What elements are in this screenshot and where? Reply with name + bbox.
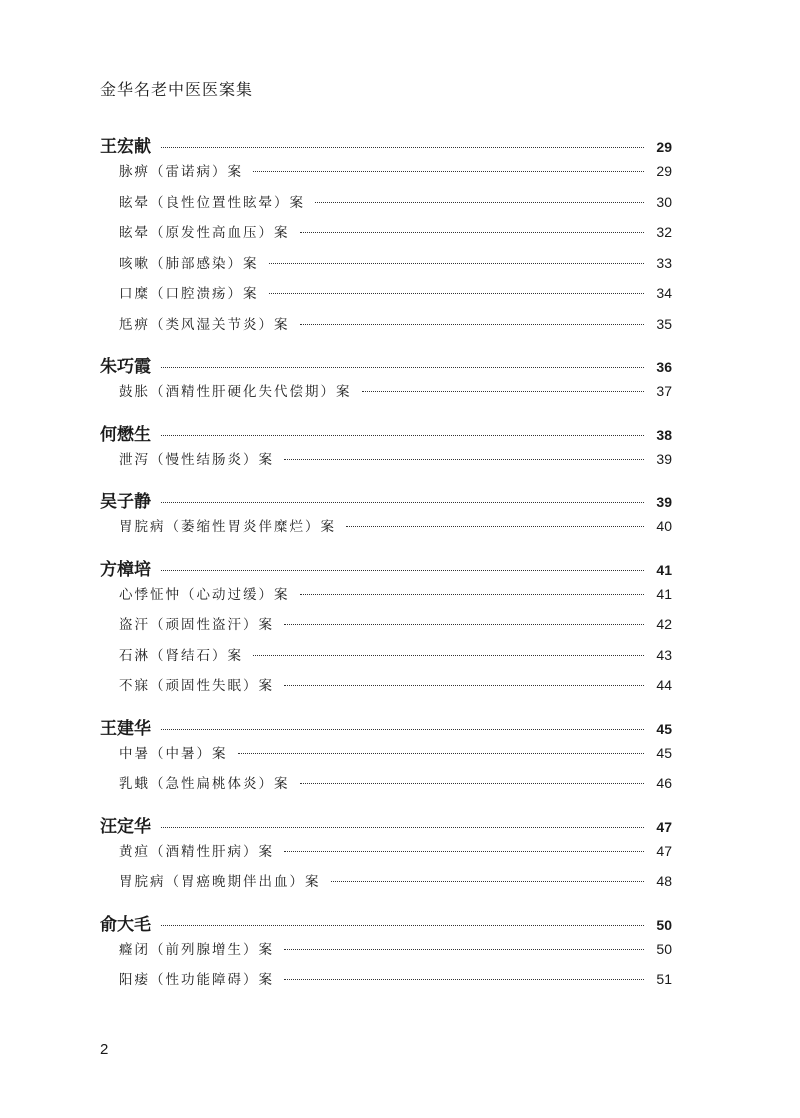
page-ref: 47 <box>656 842 672 859</box>
toc-entry <box>100 772 672 803</box>
page-ref: 36 <box>656 359 672 375</box>
case-title: 脉痹（雷诺病）案 <box>119 164 243 180</box>
dot-leader <box>253 171 644 172</box>
page-ref: 50 <box>656 916 672 933</box>
case-title: 胃脘病（萎缩性胃炎伴糜烂）案 <box>119 519 336 535</box>
doctor-name: 俞大毛 <box>100 914 151 935</box>
toc-entry <box>100 221 672 252</box>
doctor-name: 王宏献 <box>100 137 151 157</box>
dot-leader <box>300 783 645 784</box>
toc-section <box>100 910 672 999</box>
toc-entry <box>100 870 672 901</box>
toc-entry <box>100 252 672 283</box>
dot-leader <box>161 570 644 571</box>
case-title: 眩晕（原发性高血压）案 <box>119 225 290 241</box>
case-title: 泄泻（慢性结肠炎）案 <box>119 451 274 468</box>
page-ref: 34 <box>656 285 672 301</box>
page-ref: 35 <box>656 315 672 332</box>
toc-entry <box>100 448 672 479</box>
dot-leader <box>161 729 644 730</box>
table-of-contents <box>100 132 672 1008</box>
case-title: 石淋（肾结石）案 <box>119 647 243 664</box>
case-title: 不寐（顽固性失眠）案 <box>119 678 274 694</box>
page-ref: 38 <box>656 426 672 443</box>
dot-leader <box>300 594 645 595</box>
page-ref: 30 <box>656 193 672 210</box>
page-ref: 29 <box>656 139 672 155</box>
dot-leader <box>238 753 645 754</box>
dot-leader <box>161 925 644 926</box>
page-ref: 45 <box>656 720 672 737</box>
page-ref: 39 <box>656 494 672 510</box>
toc-section-heading <box>100 910 672 938</box>
case-title: 黄疸（酒精性肝病）案 <box>119 843 274 860</box>
toc-section <box>100 812 672 901</box>
toc-entry <box>100 515 672 546</box>
case-title: 口糜（口腔溃疡）案 <box>119 286 259 302</box>
dot-leader <box>346 526 644 527</box>
dot-leader <box>161 827 644 828</box>
dot-leader <box>331 881 645 882</box>
dot-leader <box>300 232 645 233</box>
page-ref: 41 <box>656 561 672 578</box>
case-title: 尪痹（类风湿关节炎）案 <box>119 316 290 333</box>
case-title: 鼓胀（酒精性肝硬化失代偿期）案 <box>119 384 352 400</box>
toc-section-heading <box>100 132 672 160</box>
case-title: 乳蛾（急性扁桃体炎）案 <box>119 776 290 792</box>
doctor-name: 吴子静 <box>100 492 151 512</box>
toc-entry <box>100 313 672 344</box>
page-ref: 39 <box>656 450 672 467</box>
dot-leader <box>284 459 644 460</box>
toc-entry <box>100 583 672 614</box>
page-number: 2 <box>100 1041 109 1058</box>
toc-entry <box>100 380 672 411</box>
toc-entry <box>100 674 672 705</box>
toc-section-heading <box>100 352 672 380</box>
case-title: 胃脘病（胃癌晚期伴出血）案 <box>119 874 321 890</box>
page-ref: 44 <box>656 677 672 693</box>
toc-section-heading <box>100 420 672 448</box>
page-ref: 51 <box>656 971 672 987</box>
dot-leader <box>284 851 644 852</box>
doctor-name: 王建华 <box>100 718 151 739</box>
page-ref: 48 <box>656 873 672 889</box>
doctor-name: 何懋生 <box>100 424 151 445</box>
toc-section <box>100 132 672 343</box>
page-ref: 41 <box>656 585 672 602</box>
toc-entry <box>100 282 672 313</box>
toc-entry <box>100 160 672 191</box>
dot-leader <box>161 502 644 503</box>
toc-entry <box>100 938 672 969</box>
toc-section <box>100 420 672 479</box>
page-ref: 42 <box>656 616 672 632</box>
page-ref: 32 <box>656 224 672 240</box>
toc-entry <box>100 191 672 222</box>
page-ref: 45 <box>656 744 672 761</box>
toc-entry <box>100 968 672 999</box>
doctor-name: 汪定华 <box>100 816 151 837</box>
case-title: 咳嗽（肺部感染）案 <box>119 255 259 272</box>
dot-leader <box>315 202 644 203</box>
dot-leader <box>269 263 645 264</box>
toc-entry <box>100 613 672 644</box>
toc-section-heading <box>100 714 672 742</box>
doctor-name: 方樟培 <box>100 559 151 580</box>
toc-entry <box>100 644 672 675</box>
dot-leader <box>284 685 644 686</box>
dot-leader <box>284 624 644 625</box>
dot-leader <box>269 293 645 294</box>
case-title: 心悸怔忡（心动过缓）案 <box>119 586 290 603</box>
toc-entry <box>100 742 672 773</box>
page-ref: 29 <box>656 163 672 179</box>
toc-entry <box>100 840 672 871</box>
running-head: 金华名老中医医案集 <box>100 80 254 99</box>
page-ref: 43 <box>656 646 672 663</box>
page-ref: 47 <box>656 818 672 835</box>
dot-leader <box>161 435 644 436</box>
dot-leader <box>362 391 645 392</box>
page-ref: 40 <box>656 518 672 534</box>
case-title: 癃闭（前列腺增生）案 <box>119 941 274 958</box>
page-ref: 46 <box>656 775 672 791</box>
toc-section <box>100 352 672 411</box>
page-ref: 50 <box>656 940 672 957</box>
case-title: 阳痿（性功能障碍）案 <box>119 972 274 988</box>
dot-leader <box>161 367 644 368</box>
dot-leader <box>253 655 644 656</box>
toc-section <box>100 487 672 546</box>
toc-section-heading <box>100 487 672 515</box>
doctor-name: 朱巧霞 <box>100 357 151 377</box>
dot-leader <box>284 949 644 950</box>
case-title: 中暑（中暑）案 <box>119 745 228 762</box>
dot-leader <box>284 979 644 980</box>
page-ref: 33 <box>656 254 672 271</box>
case-title: 盗汗（顽固性盗汗）案 <box>119 617 274 633</box>
case-title: 眩晕（良性位置性眩晕）案 <box>119 194 305 211</box>
toc-section-heading <box>100 812 672 840</box>
toc-section <box>100 714 672 803</box>
dot-leader <box>300 324 645 325</box>
page-ref: 37 <box>656 383 672 399</box>
dot-leader <box>161 147 644 148</box>
toc-section <box>100 555 672 705</box>
toc-section-heading <box>100 555 672 583</box>
